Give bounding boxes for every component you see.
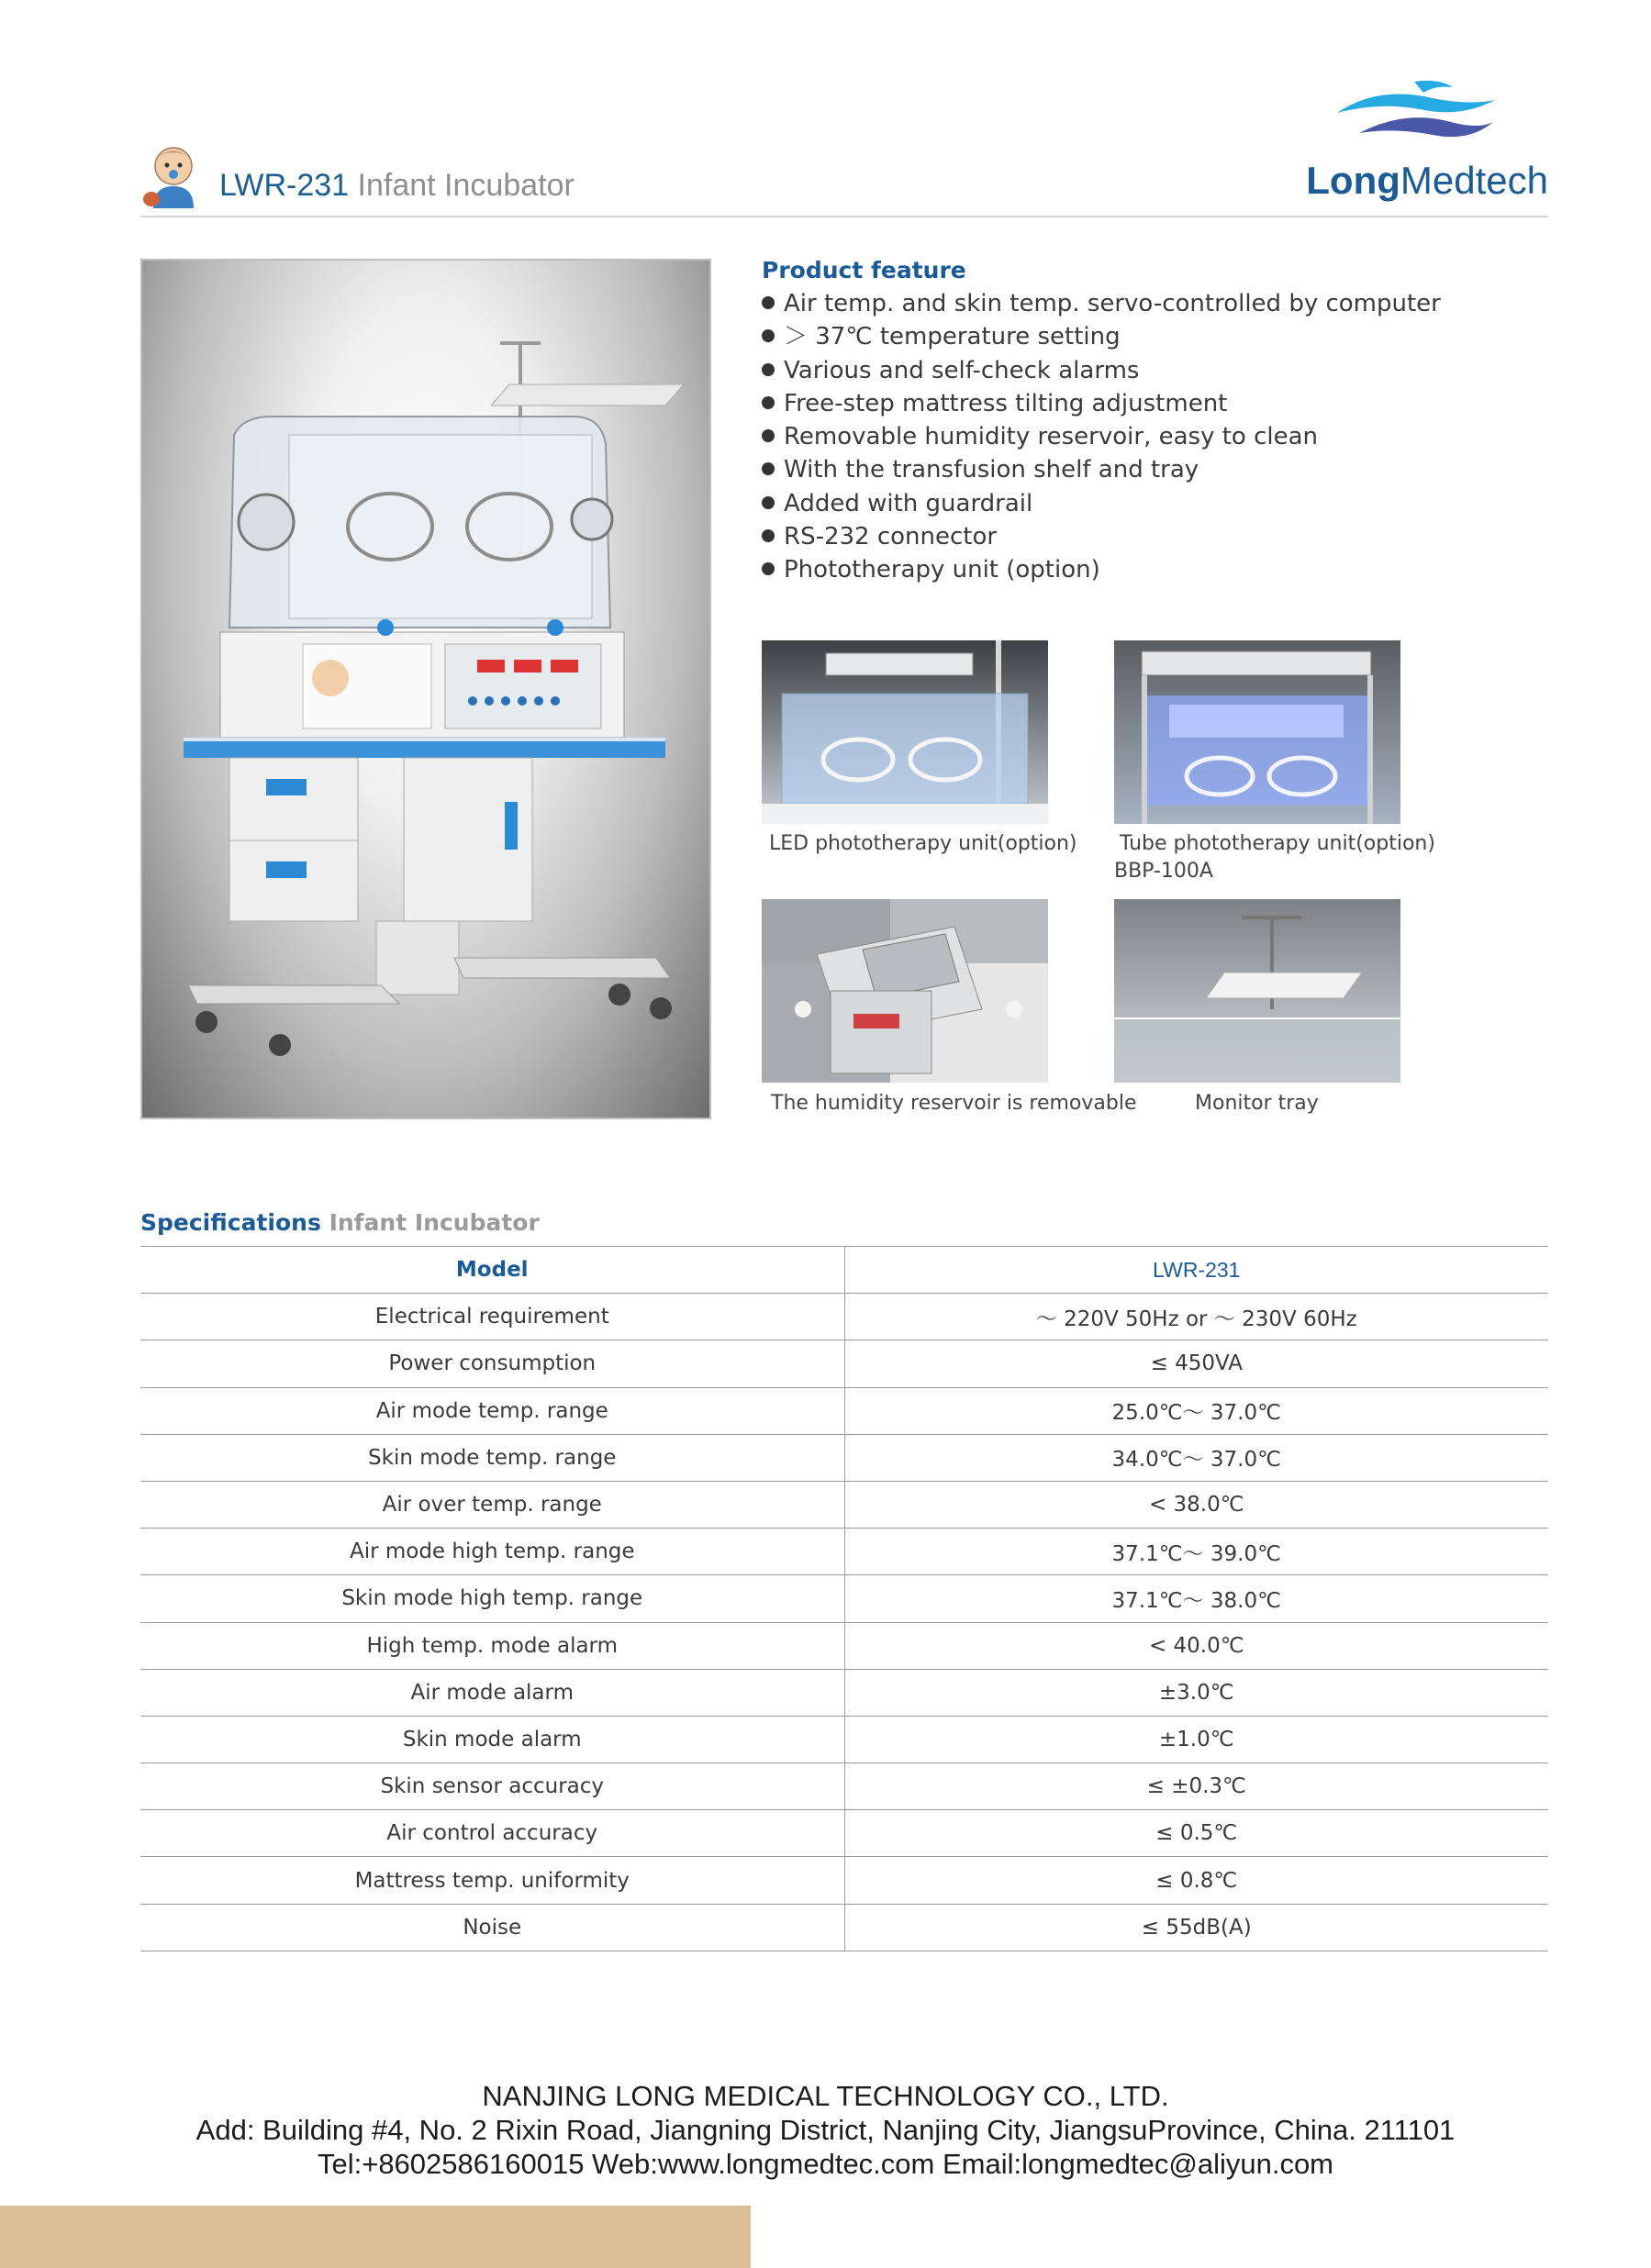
list-item <box>762 553 1441 586</box>
monitor-tray-photo <box>1114 899 1400 1083</box>
bullet-icon <box>762 429 775 442</box>
wave-logo-icon <box>1332 78 1497 146</box>
table-row <box>140 1294 1548 1340</box>
spec-value: 25.0℃～ 37.0℃ <box>1111 1401 1281 1426</box>
humidity-caption: The humidity reservoir is removable <box>771 1092 1137 1115</box>
spec-title-bold: Specifications <box>140 1209 321 1236</box>
spec-value: < 40.0℃ <box>1148 1633 1244 1658</box>
table-row <box>140 1763 1548 1810</box>
feature-text: Removable humidity reservoir, easy to clean <box>784 423 1319 451</box>
header-label: Model <box>140 1247 844 1294</box>
page-header <box>140 78 1548 217</box>
list-item <box>762 453 1441 486</box>
spec-label: Air mode alarm <box>140 1669 844 1716</box>
table-row <box>140 1481 1548 1528</box>
list-item <box>762 420 1441 453</box>
page-footer <box>0 2079 1651 2181</box>
company-name: NANJING LONG MEDICAL TECHNOLOGY CO., LTD. <box>482 2080 1169 2112</box>
spec-value: ≤ 450VA <box>1150 1351 1243 1376</box>
spec-value: ～ 220V 50Hz or ～ 230V 60Hz <box>1035 1306 1357 1331</box>
table-row <box>140 1669 1548 1716</box>
feature-text: ＞ 37℃ temperature setting <box>784 323 1121 351</box>
feature-text: Air temp. and skin temp. servo-controlled by computer <box>784 290 1441 317</box>
incubator-product-photo <box>140 259 711 1119</box>
bullet-icon <box>762 462 775 475</box>
list-item <box>762 320 1441 353</box>
humidity-reservoir-photo <box>762 899 1048 1083</box>
list-item <box>762 487 1441 520</box>
spec-title-product: Infant Incubator <box>329 1209 540 1236</box>
table-row <box>140 1857 1548 1904</box>
tube-caption-model: BBP-100A <box>1114 860 1213 883</box>
header-value: LWR-231 <box>1153 1257 1241 1282</box>
table-row <box>140 1904 1548 1951</box>
list-item <box>762 387 1441 420</box>
specifications-table <box>140 1246 1548 1951</box>
bullet-icon <box>762 496 775 509</box>
spec-label: Air mode temp. range <box>140 1387 844 1434</box>
spec-label: Noise <box>140 1904 844 1951</box>
list-item <box>762 520 1441 553</box>
table-row <box>140 1716 1548 1762</box>
feature-text: Phototherapy unit (option) <box>784 556 1100 584</box>
spec-label: Electrical requirement <box>140 1294 844 1340</box>
brand-name-medtech: Medtech <box>1400 159 1548 202</box>
title-product: Infant Incubator <box>357 168 575 203</box>
bullet-icon <box>762 529 775 542</box>
spec-value: 37.1℃～ 39.0℃ <box>1111 1541 1281 1566</box>
company-address: Add: Building #4, No. 2 Rixin Road, Jiangning District, Nanjing City, JiangsuProvince, China. 211101 <box>195 2114 1456 2146</box>
document-title <box>219 168 575 204</box>
spec-value: 34.0℃～ 37.0℃ <box>1111 1448 1281 1473</box>
table-row <box>140 1810 1548 1857</box>
spec-label: Air mode high temp. range <box>140 1529 844 1575</box>
table-row <box>140 1340 1548 1387</box>
specifications-title <box>140 1209 540 1236</box>
table-row <box>140 1622 1548 1669</box>
spec-value: < 38.0℃ <box>1148 1493 1244 1518</box>
spec-label: Air over temp. range <box>140 1481 844 1528</box>
spec-label: Air control accuracy <box>140 1810 844 1857</box>
footer-color-bar <box>0 2206 751 2268</box>
bullet-icon <box>762 329 775 342</box>
brand-name <box>1306 159 1548 203</box>
bullet-icon <box>762 296 775 309</box>
spec-value: ≤ 0.5℃ <box>1155 1821 1238 1846</box>
table-row <box>140 1529 1548 1575</box>
spec-label: Skin sensor accuracy <box>140 1763 844 1810</box>
table-row <box>140 1434 1548 1481</box>
feature-text: Various and self-check alarms <box>784 356 1140 384</box>
table-row <box>140 1387 1548 1434</box>
feature-text: Added with guardrail <box>784 489 1033 517</box>
spec-value: ≤ ±0.3℃ <box>1146 1774 1246 1799</box>
features-title: Product feature <box>762 257 966 284</box>
bullet-icon <box>762 396 775 409</box>
spec-value: ±1.0℃ <box>1158 1727 1234 1751</box>
feature-text: With the transfusion shelf and tray <box>784 456 1199 484</box>
led-phototherapy-photo <box>762 640 1048 824</box>
table-header-row <box>140 1247 1548 1294</box>
feature-list <box>762 287 1441 587</box>
spec-value: ±3.0℃ <box>1158 1680 1234 1705</box>
tray-caption: Monitor tray <box>1195 1092 1319 1115</box>
baby-logo-icon <box>140 142 205 208</box>
list-item <box>762 287 1441 320</box>
spec-label: Skin mode alarm <box>140 1716 844 1762</box>
bullet-icon <box>762 562 775 575</box>
company-contact: Tel:+8602586160015 Web:www.longmedtec.com Email:longmedtec@aliyun.com <box>317 2148 1334 2180</box>
spec-label: Skin mode temp. range <box>140 1434 844 1481</box>
led-caption: LED phototherapy unit(option) <box>769 832 1077 855</box>
brand-name-long: Long <box>1306 159 1400 202</box>
spec-value: ≤ 55dB(A) <box>1141 1915 1252 1940</box>
title-model: LWR-231 <box>219 168 350 203</box>
spec-value: 37.1℃～ 38.0℃ <box>1111 1588 1281 1613</box>
feature-text: Free-step mattress tilting adjustment <box>784 389 1228 417</box>
spec-label: High temp. mode alarm <box>140 1622 844 1669</box>
table-row <box>140 1575 1548 1622</box>
spec-label: Mattress temp. uniformity <box>140 1857 844 1904</box>
list-item <box>762 354 1441 387</box>
tube-phototherapy-photo <box>1114 640 1400 824</box>
spec-value: ≤ 0.8℃ <box>1155 1868 1238 1893</box>
tube-caption: Tube phototherapy unit(option) <box>1120 832 1435 855</box>
feature-text: RS-232 connector <box>784 523 998 551</box>
spec-label: Skin mode high temp. range <box>140 1575 844 1622</box>
bullet-icon <box>762 363 775 376</box>
spec-label: Power consumption <box>140 1340 844 1387</box>
